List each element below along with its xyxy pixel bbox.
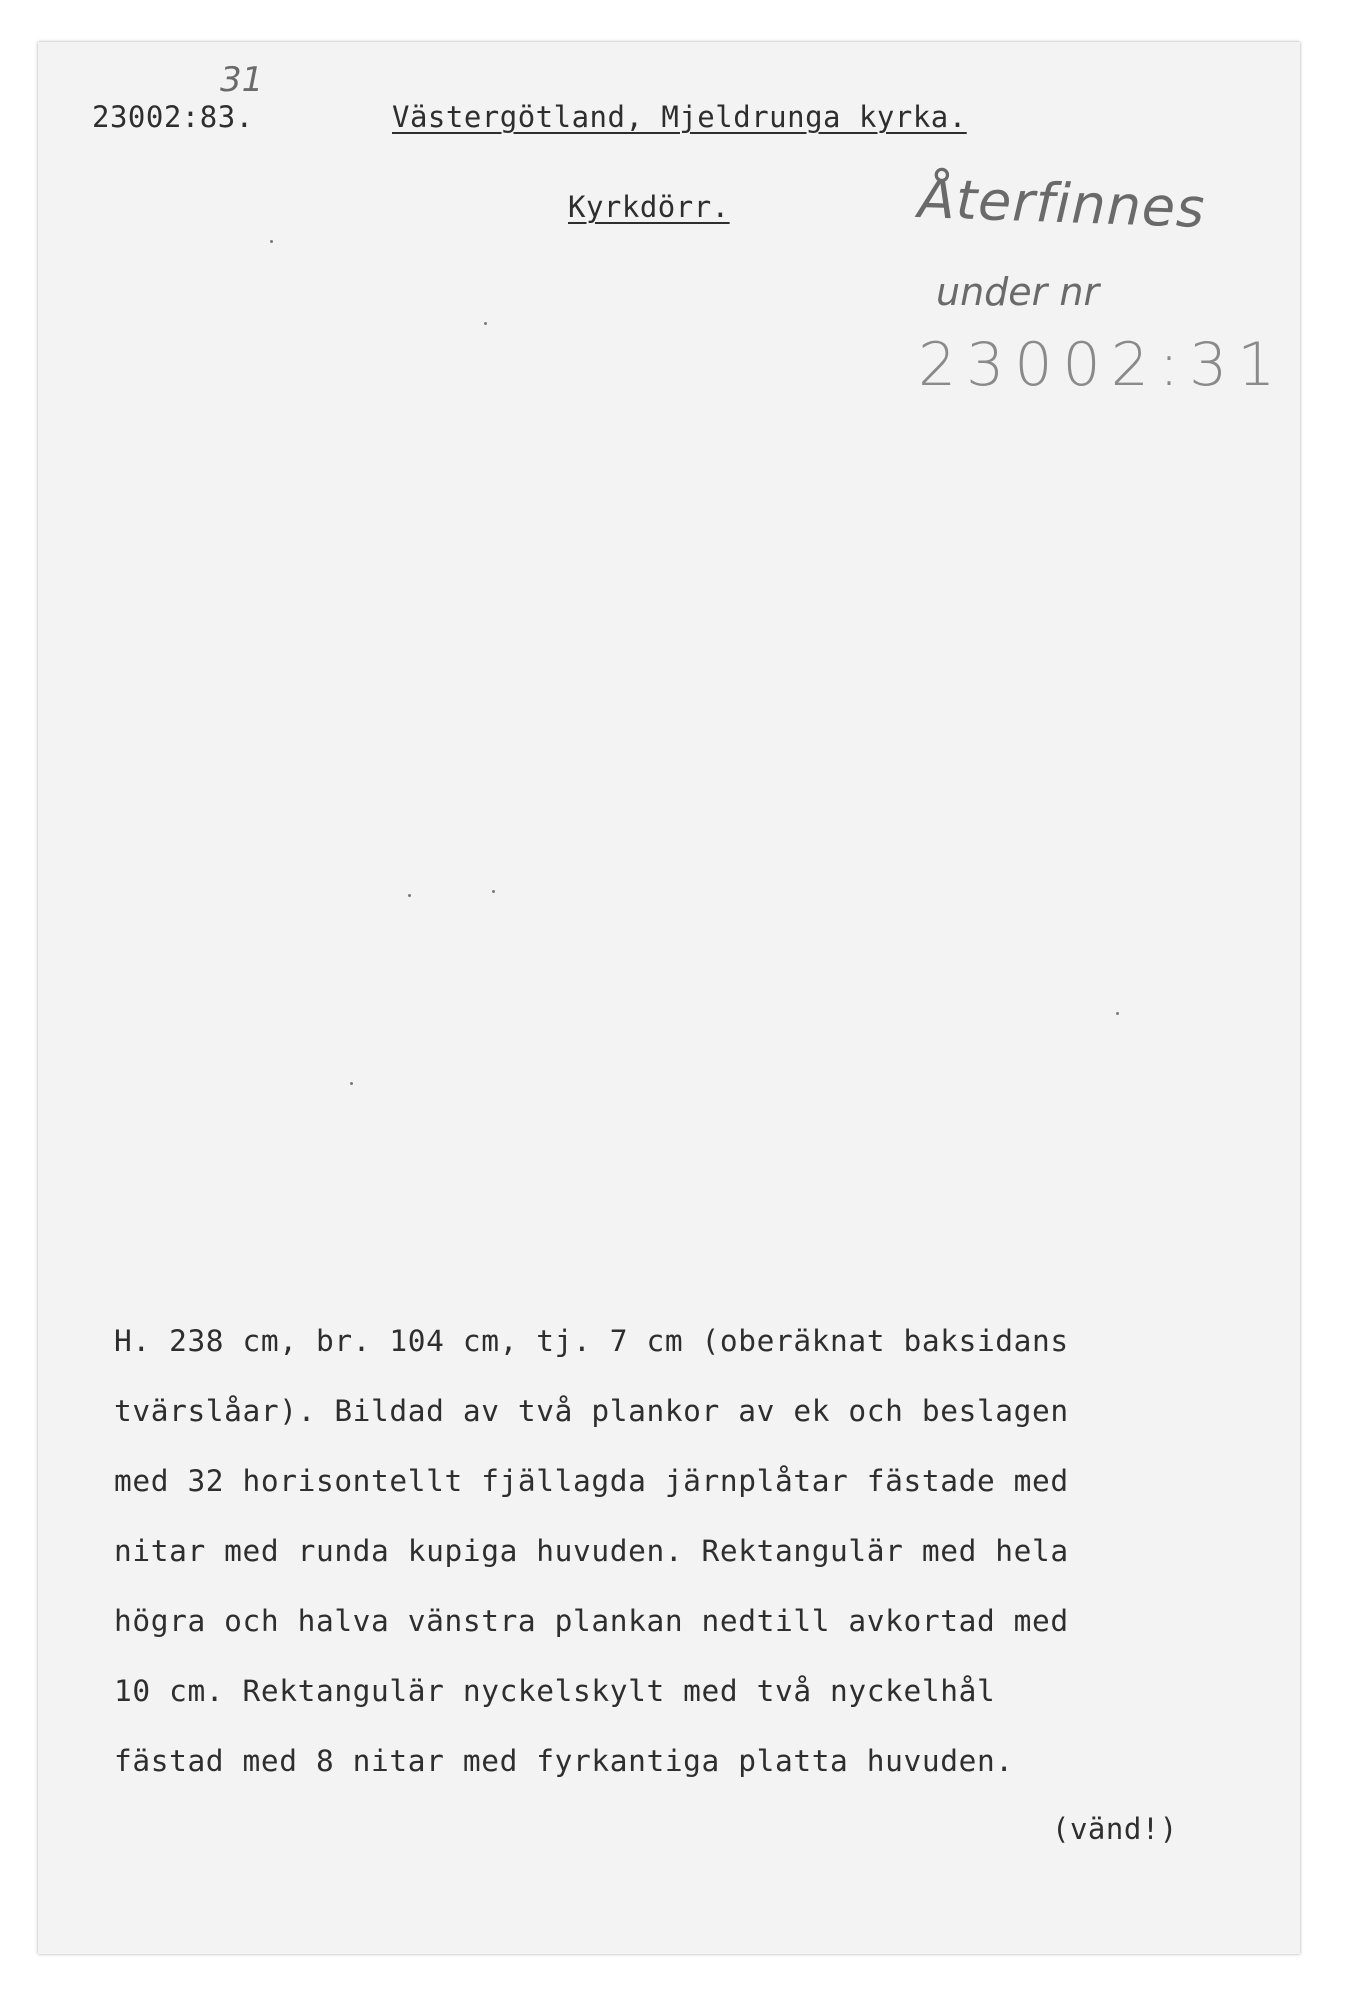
subtitle-text: Kyrkdörr. [568, 190, 730, 224]
description-line: högra och halva vänstra plankan nedtill avkortad med [114, 1604, 1069, 1638]
handwritten-note-line2: under nr [936, 270, 1100, 314]
handwritten-note-line3: 23002:31 [918, 330, 1286, 400]
description-line: 10 cm. Rektangulär nyckelskylt med två nyckelhål [114, 1674, 996, 1708]
archive-card [38, 42, 1300, 1954]
paper-speck [270, 240, 273, 243]
paper-speck [1116, 1012, 1119, 1015]
description-line: nitar med runda kupiga huvuden. Rektangulär med hela [114, 1534, 1069, 1568]
card-title: Västergötland, Mjeldrunga kyrka. [392, 100, 967, 134]
paper-speck [484, 322, 487, 325]
catalog-number: 23002:83. [92, 100, 254, 134]
description-line: med 32 horisontellt fjällagda järnplåtar fästade med [114, 1464, 1069, 1498]
description-line: fästad med 8 nitar med fyrkantiga platta huvuden. [114, 1744, 1014, 1778]
description [114, 1306, 1284, 1796]
handwritten-note-line1: Återfinnes [916, 167, 1207, 240]
turn-over-note: (vänd!) [1052, 1812, 1178, 1846]
paper-speck [350, 1082, 353, 1085]
paper-speck [492, 890, 495, 893]
handwritten-number: 31 [220, 60, 264, 100]
description-line: tvärslåar). Bildad av två plankor av ek och beslagen [114, 1394, 1069, 1428]
description-line: H. 238 cm, br. 104 cm, tj. 7 cm (oberäknat baksidans [114, 1324, 1069, 1358]
paper-speck [408, 894, 411, 897]
card-subtitle [568, 190, 730, 224]
